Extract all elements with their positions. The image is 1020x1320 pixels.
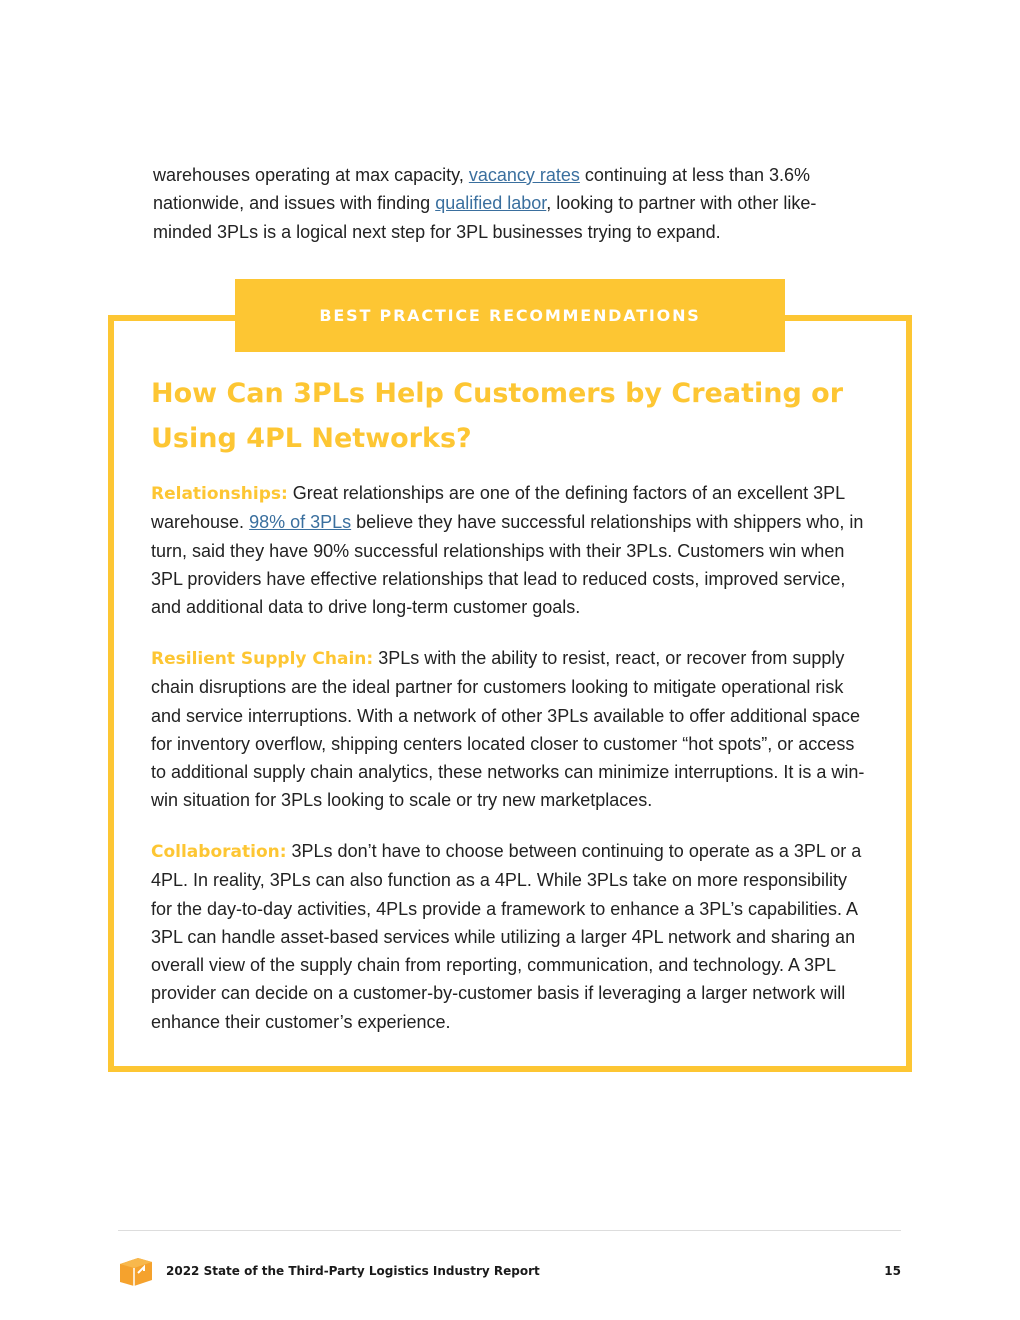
relationships-label: Relationships: [151, 484, 288, 504]
intro-paragraph [153, 161, 853, 246]
relationships-text-1: Great relationships are one of the defining factors of an excellent 3PL warehouse. [151, 483, 845, 533]
intro-text-3: , looking to partner with other like-minded 3PLs is a logical next step for 3PL businesses trying to expand. [153, 193, 817, 242]
collaboration-paragraph [151, 837, 871, 1036]
98-percent-3pls-link[interactable]: 98% of 3PLs [249, 512, 352, 533]
relationships-text-2: believe they have successful relationships with shippers who, in turn, said they have 90% successful relationships with their 3PLs. Customers win when 3PL providers have effective relationships that lead to reduced costs, improved service, and additional data to drive long-term customer goals. [151, 512, 864, 618]
resilient-supply-chain-label: Resilient Supply Chain: [151, 649, 374, 669]
resilient-supply-chain-paragraph [151, 644, 871, 815]
intro-text-1: warehouses operating at max capacity, [153, 165, 469, 185]
callout-title: How Can 3PLs Help Customers by Creating or Using 4PL Networks? [151, 378, 844, 454]
footer-divider [118, 1230, 901, 1231]
collaboration-text: 3PLs don’t have to choose between continuing to operate as a 3PL or a 4PL. In reality, 3PLs can also function as a 4PL. While 3PLs take on more responsibility for the day-to-day activities, 4PLs provide a framework to enhance a 3PL’s capabilities. A 3PL can handle asset-based services while utilizing a larger 4PL network and sharing an overall view of the supply chain from reporting, communication, and technology. A 3PL provider can decide on a customer-by-customer basis if leveraging a larger network will enhance their customer’s experience. [151, 841, 862, 1032]
relationships-paragraph [151, 479, 871, 621]
box-logo-icon [118, 1256, 154, 1288]
collaboration-label: Collaboration: [151, 842, 287, 862]
intro-text-2: continuing at less than 3.6% nationwide, and issues with finding [153, 165, 811, 214]
vacancy-rates-link[interactable]: vacancy rates [468, 165, 580, 185]
footer-report-title: 2022 State of the Third-Party Logistics Industry Report [166, 1264, 540, 1278]
qualified-labor-link[interactable]: qualified labor [435, 193, 547, 214]
resilient-supply-chain-text: 3PLs with the ability to resist, react, or recover from supply chain disruptions are the ideal partner for customers looking to mitigate operational risk and service interruptions. With a network of other 3PLs available to offer additional space for inventory overflow, shipping centers located closer to customer “hot spots”, or access to additional supply chain analytics, these networks can minimize interruptions. It is a win-win situation for 3PLs looking to scale or try new marketplaces. [151, 648, 865, 811]
banner-label: BEST PRACTICE RECOMMENDATIONS [319, 306, 701, 325]
page-number: 15 [884, 1264, 901, 1278]
callout-banner [235, 279, 785, 352]
